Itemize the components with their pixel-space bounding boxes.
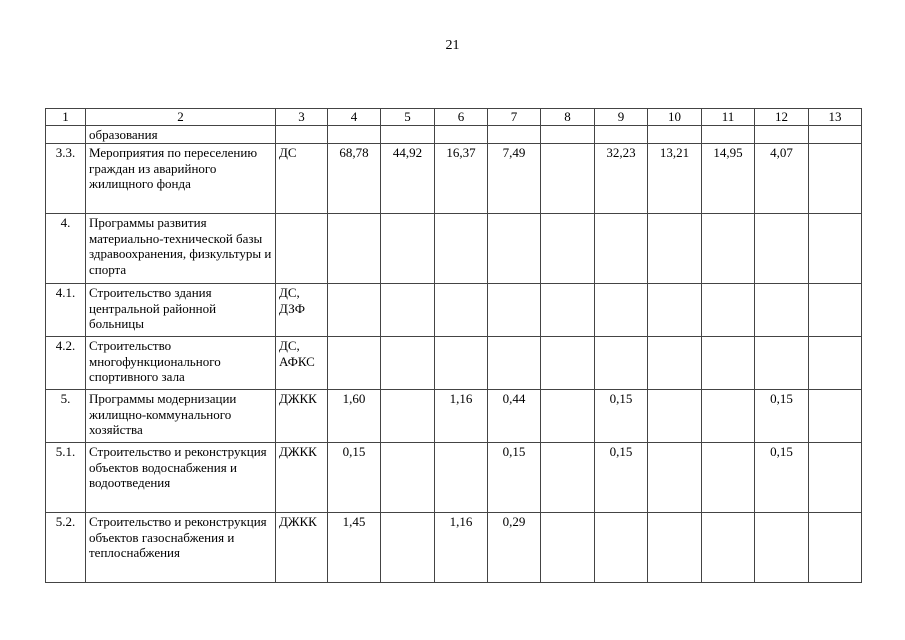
- value-cell: [435, 125, 488, 144]
- value-cell: [702, 337, 755, 390]
- value-cell: [648, 125, 702, 144]
- value-cell: [541, 284, 595, 337]
- item-number: 4.: [46, 214, 86, 284]
- value-cell: 0,15: [595, 390, 648, 443]
- responsible-executor: [276, 125, 328, 144]
- column-header: 4: [328, 109, 381, 126]
- value-cell: [809, 125, 862, 144]
- item-number: 3.3.: [46, 144, 86, 214]
- value-cell: [648, 284, 702, 337]
- item-name: Строительство многофункционального спортивного зала: [86, 337, 276, 390]
- header-row: [46, 109, 862, 126]
- value-cell: 1,45: [328, 513, 381, 583]
- responsible-executor: ДС, ДЗФ: [276, 284, 328, 337]
- value-cell: [328, 337, 381, 390]
- value-cell: [381, 513, 435, 583]
- item-name: Строительство и реконструкция объектов газоснабжения и теплоснабжения: [86, 513, 276, 583]
- responsible-executor: ДЖКК: [276, 390, 328, 443]
- value-cell: [381, 443, 435, 513]
- column-header: 7: [488, 109, 541, 126]
- value-cell: [702, 214, 755, 284]
- column-header: 9: [595, 109, 648, 126]
- column-header: 5: [381, 109, 435, 126]
- value-cell: 32,23: [595, 144, 648, 214]
- value-cell: 0,44: [488, 390, 541, 443]
- value-cell: [541, 337, 595, 390]
- value-cell: 44,92: [381, 144, 435, 214]
- value-cell: [595, 513, 648, 583]
- item-name: образования: [86, 125, 276, 144]
- table-row: [46, 337, 862, 390]
- value-cell: [702, 390, 755, 443]
- column-header: 11: [702, 109, 755, 126]
- value-cell: [435, 214, 488, 284]
- value-cell: [702, 284, 755, 337]
- responsible-executor: ДЖКК: [276, 443, 328, 513]
- value-cell: [595, 284, 648, 337]
- value-cell: [809, 144, 862, 214]
- responsible-executor: ДС, АФКС: [276, 337, 328, 390]
- item-number: 5.2.: [46, 513, 86, 583]
- value-cell: [488, 284, 541, 337]
- value-cell: [648, 214, 702, 284]
- value-cell: [435, 284, 488, 337]
- value-cell: 0,15: [488, 443, 541, 513]
- value-cell: [381, 214, 435, 284]
- item-number: 5.: [46, 390, 86, 443]
- table-row: [46, 390, 862, 443]
- item-name: Строительство и реконструкция объектов водоснабжения и водоотведения: [86, 443, 276, 513]
- value-cell: [541, 144, 595, 214]
- value-cell: [595, 125, 648, 144]
- value-cell: [541, 125, 595, 144]
- item-name: Программы развития материально-технической базы здравоохранения, физкультуры и спорта: [86, 214, 276, 284]
- value-cell: [381, 337, 435, 390]
- responsible-executor: ДС: [276, 144, 328, 214]
- value-cell: [809, 284, 862, 337]
- value-cell: [648, 390, 702, 443]
- value-cell: 13,21: [648, 144, 702, 214]
- table-row: [46, 443, 862, 513]
- column-header: 13: [809, 109, 862, 126]
- value-cell: [541, 214, 595, 284]
- column-header: 12: [755, 109, 809, 126]
- value-cell: [488, 125, 541, 144]
- value-cell: [595, 214, 648, 284]
- column-header: 8: [541, 109, 595, 126]
- value-cell: [381, 390, 435, 443]
- value-cell: [648, 443, 702, 513]
- page-number: 21: [445, 38, 460, 53]
- value-cell: 0,15: [755, 390, 809, 443]
- value-cell: [648, 513, 702, 583]
- value-cell: 0,15: [595, 443, 648, 513]
- value-cell: [488, 337, 541, 390]
- value-cell: [755, 214, 809, 284]
- value-cell: 7,49: [488, 144, 541, 214]
- value-cell: [755, 337, 809, 390]
- value-cell: 0,15: [328, 443, 381, 513]
- value-cell: [702, 125, 755, 144]
- value-cell: 1,60: [328, 390, 381, 443]
- value-cell: [702, 443, 755, 513]
- item-number: 4.2.: [46, 337, 86, 390]
- value-cell: [541, 443, 595, 513]
- value-cell: 68,78: [328, 144, 381, 214]
- value-cell: 1,16: [435, 390, 488, 443]
- responsible-executor: [276, 214, 328, 284]
- value-cell: [809, 337, 862, 390]
- table-row: [46, 214, 862, 284]
- value-cell: [381, 125, 435, 144]
- value-cell: [755, 284, 809, 337]
- responsible-executor: ДЖКК: [276, 513, 328, 583]
- value-cell: 16,37: [435, 144, 488, 214]
- table-row: [46, 125, 862, 144]
- item-name: Мероприятия по переселению граждан из аварийного жилищного фонда: [86, 144, 276, 214]
- value-cell: [328, 284, 381, 337]
- value-cell: [755, 125, 809, 144]
- item-number: [46, 125, 86, 144]
- column-header: 3: [276, 109, 328, 126]
- column-header: 1: [46, 109, 86, 126]
- value-cell: [755, 513, 809, 583]
- table-row: [46, 284, 862, 337]
- item-name: Программы модернизации жилищно-коммунального хозяйства: [86, 390, 276, 443]
- column-header: 6: [435, 109, 488, 126]
- value-cell: [381, 284, 435, 337]
- value-cell: 14,95: [702, 144, 755, 214]
- value-cell: [328, 214, 381, 284]
- value-cell: [809, 513, 862, 583]
- value-cell: [435, 443, 488, 513]
- column-header: 10: [648, 109, 702, 126]
- value-cell: 1,16: [435, 513, 488, 583]
- item-number: 5.1.: [46, 443, 86, 513]
- column-header: 2: [86, 109, 276, 126]
- value-cell: 0,29: [488, 513, 541, 583]
- item-number: 4.1.: [46, 284, 86, 337]
- item-name: Строительство здания центральной районной больницы: [86, 284, 276, 337]
- value-cell: [648, 337, 702, 390]
- value-cell: [435, 337, 488, 390]
- value-cell: [809, 390, 862, 443]
- value-cell: [488, 214, 541, 284]
- table-row: [46, 513, 862, 583]
- value-cell: [809, 443, 862, 513]
- table-row: [46, 144, 862, 214]
- value-cell: [541, 513, 595, 583]
- value-cell: [541, 390, 595, 443]
- value-cell: [328, 125, 381, 144]
- value-cell: 0,15: [755, 443, 809, 513]
- value-cell: 4,07: [755, 144, 809, 214]
- value-cell: [702, 513, 755, 583]
- value-cell: [595, 337, 648, 390]
- value-cell: [809, 214, 862, 284]
- program-table: [45, 108, 862, 583]
